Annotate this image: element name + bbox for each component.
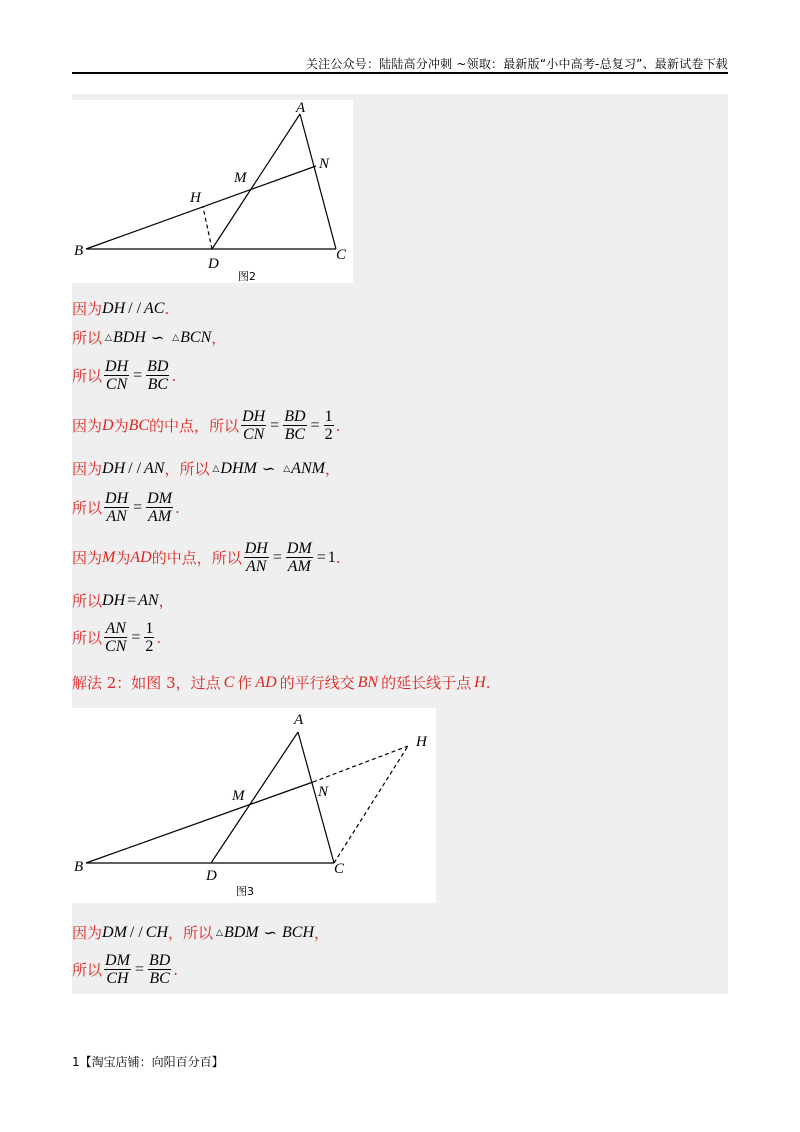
fraction: $\frac{BD}{BC}$ (284, 408, 306, 443)
line-8: 所以 DH = AN ， (72, 591, 174, 610)
figure-2 (72, 100, 353, 283)
segment-dh (203, 207, 212, 249)
line-4: 因为 D 为 BC 的中点，所以 $\frac{DH}{CN}$ = $\frac{BD}{BC}$ = $\frac{1}{2}$ . (72, 408, 341, 443)
header-rule (72, 72, 728, 74)
segment-ab (86, 114, 299, 249)
fraction: $\frac{DH}{AN}$ (105, 490, 129, 525)
page-footer: 1【淘宝店铺：向阳百分百】 (72, 1055, 224, 1069)
segment-ac (298, 732, 334, 863)
label-h: H (190, 190, 201, 206)
label-m: M (232, 788, 245, 804)
fraction: $\frac{DM}{AM}$ (147, 490, 173, 525)
label-a: A (296, 100, 306, 116)
fraction: $\frac{1}{2}$ (324, 408, 333, 443)
label-c: C (334, 861, 345, 877)
triangle-icon: △ (172, 332, 180, 343)
fraction: $\frac{DH}{CN}$ (105, 358, 129, 393)
segment-ac (300, 114, 336, 249)
fraction: $\frac{DH}{CN}$ (242, 408, 266, 443)
label-b: B (74, 243, 84, 259)
figure-2-caption: 图2 (238, 270, 256, 283)
label-b: B (74, 859, 84, 875)
label-d: D (208, 256, 219, 272)
line-3: 所以 $\frac{DH}{CN}$ = $\frac{BD}{BC}$ . (72, 358, 177, 393)
label-a: A (294, 712, 304, 728)
label-n: N (319, 156, 330, 172)
label-h: H (416, 734, 427, 750)
line-10: 解法 2：如图 3，过点 C 作 AD 的平行线交 BN 的延长线于点 H . (72, 673, 491, 692)
line-1: 因为 DH / / AC . (72, 299, 170, 318)
segment-ad (212, 114, 300, 249)
fraction: $\frac{DM}{AM}$ (286, 540, 312, 575)
page-header: 关注公众号：陆陆高分冲刺 ~领取：最新版“小中高考-总复习”、最新试卷下载 (305, 57, 728, 71)
fraction: $\frac{1}{2}$ (145, 620, 154, 655)
triangle-icon: △ (105, 332, 112, 343)
fraction: $\frac{AN}{CN}$ (105, 620, 127, 655)
line-7: 因为 M 为 AD 的中点，所以 $\frac{DH}{AN}$ = $\frac{DM}{AM}$ = 1 . (72, 540, 341, 575)
line-5: 因为 DH / / AN ，所以 △ DHM ∽ △ ANM ， (72, 459, 340, 478)
fraction: $\frac{BD}{BC}$ (148, 952, 171, 987)
label-m: M (234, 170, 247, 186)
fraction: $\frac{BD}{BC}$ (147, 358, 169, 393)
line-9: 所以 $\frac{AN}{CN}$ = $\frac{1}{2}$ . (72, 620, 162, 655)
fraction: $\frac{DM}{CH}$ (105, 952, 130, 987)
label-c: C (336, 247, 347, 263)
segment-bn (86, 782, 313, 863)
triangle-icon: △ (283, 463, 291, 474)
triangle-icon: △ (216, 927, 223, 938)
line-6: 所以 $\frac{DH}{AN}$ = $\frac{DM}{AM}$ . (72, 490, 180, 525)
segment-ad (211, 732, 298, 863)
solution-content (72, 94, 728, 994)
segment-bn (86, 166, 316, 249)
fraction: $\frac{DH}{AN}$ (244, 540, 268, 575)
triangle-icon: △ (212, 463, 220, 474)
label-n: N (318, 784, 329, 800)
line-12: 所以 $\frac{DM}{CH}$ = $\frac{BD}{BC}$ . (72, 952, 179, 987)
segment-nh (313, 746, 408, 782)
label-d: D (206, 868, 217, 884)
figure-3-caption: 图3 (236, 885, 254, 898)
line-2: 所以 △ BDH ∽ △ BCN ， (72, 328, 227, 347)
segment-ch (334, 746, 408, 863)
figure-3 (72, 708, 436, 903)
line-11: 因为 DM / / CH ，所以 △ BDM ∽ BCH ， (72, 923, 330, 942)
